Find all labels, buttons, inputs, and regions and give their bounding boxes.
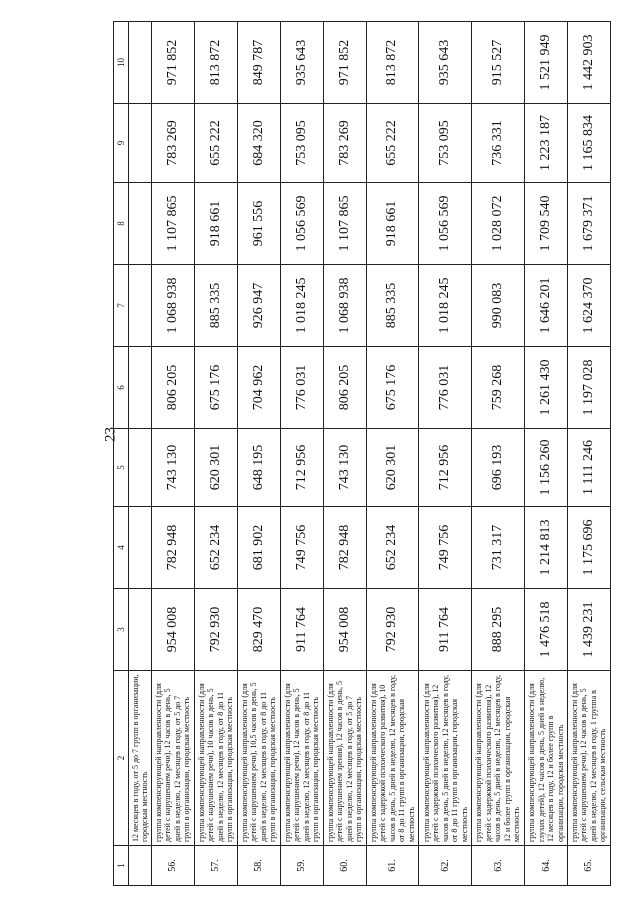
value-cell: 1 165 834 [567,104,610,183]
value-cell [129,265,152,347]
value-cell: 1 028 072 [472,183,525,265]
row-description: группа компенсирующей направленности (для детей с задержкой психического развития), 12 часов в день, 5 дней в неделю, 12 месяцев в году, 12 и более групп в организации, городская местность [472,671,525,846]
value-cell: 704 962 [237,347,280,429]
value-cell: 1 107 865 [323,183,366,265]
column-header: 5 [114,429,129,507]
table-row [366,22,419,886]
value-cell: 918 661 [366,183,419,265]
value-cell: 813 872 [194,22,237,104]
value-cell: 652 234 [366,507,419,589]
row-number: 61. [366,846,419,886]
table-row [525,22,568,886]
value-cell [129,22,152,104]
row-number: 59. [280,846,323,886]
value-cell: 675 176 [194,347,237,429]
value-cell: 918 661 [194,183,237,265]
tariff-table [113,21,611,886]
value-cell: 1 111 246 [567,429,610,507]
row-number: 60. [323,846,366,886]
table-row [129,22,152,886]
value-cell: 926 947 [237,265,280,347]
table-row [194,22,237,886]
row-description: группа компенсирующей направленности (для глухих детей), 12 часов в день, 5 дней в неделю, 12 месяцев в году, 12 и более групп в организации, городская местность [525,671,568,846]
rotated-sheet [113,22,611,886]
value-cell: 935 643 [419,22,472,104]
row-number: 63. [472,846,525,886]
value-cell: 1 624 370 [567,265,610,347]
value-cell: 1 018 245 [280,265,323,347]
value-cell: 1 068 938 [323,265,366,347]
row-number: 64. [525,846,568,886]
table-row [323,22,366,886]
value-cell: 759 268 [472,347,525,429]
row-number: 57. [194,846,237,886]
row-description: группа компенсирующей направленности (для детей с нарушением речи), 12 часов в день, 5 дней в неделю, 12 месяцев в году, от 8 до 11 групп в организации, городская местность [280,671,323,846]
value-cell: 1 068 938 [152,265,195,347]
value-cell: 620 301 [194,429,237,507]
value-cell: 648 195 [237,429,280,507]
value-cell: 1 197 028 [567,347,610,429]
value-cell: 911 764 [280,589,323,671]
value-cell: 911 764 [419,589,472,671]
table-row [419,22,472,886]
value-cell: 1 214 813 [525,507,568,589]
table-row [237,22,280,886]
value-cell: 783 269 [323,104,366,183]
table-row [280,22,323,886]
value-cell: 806 205 [152,347,195,429]
value-cell: 954 008 [323,589,366,671]
value-cell: 990 083 [472,265,525,347]
value-cell: 743 130 [323,429,366,507]
row-description: группа компенсирующей направленности (для детей с нарушением зрения), 12 часов в день, 5 дней в неделю, 12 месяцев в году, от 5 до 7 групп в организации, городская местность [323,671,366,846]
value-cell: 792 930 [366,589,419,671]
table-row [567,22,610,886]
row-description: группа компенсирующей направленности (для детей с нарушением речи), 12 часов в день, 5 дней в неделю, 12 месяцев в году, от 5 до 7 групп в организации, городская местность [152,671,195,846]
column-header: 8 [114,183,129,265]
value-cell: 1 679 371 [567,183,610,265]
value-cell: 885 335 [194,265,237,347]
column-header: 6 [114,347,129,429]
value-cell: 888 295 [472,589,525,671]
value-cell [129,507,152,589]
value-cell: 681 902 [237,507,280,589]
row-description: группа компенсирующей направленности (для детей с нарушением речи), 10,5 часов в день, 5 дней в неделю, 12 месяцев в году, от 8 до 11 групп в организации, городская местность [237,671,280,846]
value-cell: 783 269 [152,104,195,183]
table-row [152,22,195,886]
value-cell: 753 095 [280,104,323,183]
value-cell: 620 301 [366,429,419,507]
value-cell: 1 646 201 [525,265,568,347]
row-description: группа компенсирующей направленности (для детей с нарушением речи), 12 часов в день, 5 дней в неделю, 12 месяцев в году, 1 группа в организации, сельская местность [567,671,610,846]
page-number: 23 [102,427,119,442]
row-description: группа компенсирующей направленности (для детей с задержкой психического развития), 10 часов в день, 5 дней в неделю, 12 месяцев в году, от 8 до 11 групп в организации, городская местность [366,671,419,846]
value-cell: 1 442 903 [567,22,610,104]
header-row [114,22,129,886]
value-cell: 1 156 260 [525,429,568,507]
value-cell: 1 709 540 [525,183,568,265]
value-cell [129,429,152,507]
value-cell: 1 223 187 [525,104,568,183]
value-cell: 971 852 [152,22,195,104]
value-cell: 776 031 [419,347,472,429]
value-cell: 776 031 [280,347,323,429]
value-cell: 696 193 [472,429,525,507]
value-cell [129,183,152,265]
value-cell: 652 234 [194,507,237,589]
value-cell: 731 317 [472,507,525,589]
value-cell: 684 320 [237,104,280,183]
value-cell: 849 787 [237,22,280,104]
row-description: группа компенсирующей направленности (для детей с нарушением речи), 10 часов в день, 5 дней в неделю, 12 месяцев в году, от 8 до 11 групп в организации, городская местность [194,671,237,846]
column-header: 4 [114,507,129,589]
column-header: 9 [114,104,129,183]
value-cell: 1 439 231 [567,589,610,671]
column-header: 2 [114,671,129,846]
value-cell: 961 556 [237,183,280,265]
value-cell: 749 756 [419,507,472,589]
row-description: группа компенсирующей направленности (для детей с задержкой психического развития), 12 часов в день, 5 дней в неделю, 12 месяцев в году, от 8 до 11 групп в организации, городская местность [419,671,472,846]
value-cell: 743 130 [152,429,195,507]
value-cell: 1 056 569 [419,183,472,265]
value-cell [129,589,152,671]
value-cell: 1 261 430 [525,347,568,429]
value-cell: 655 222 [194,104,237,183]
value-cell: 655 222 [366,104,419,183]
value-cell: 885 335 [366,265,419,347]
value-cell: 753 095 [419,104,472,183]
row-number [129,846,152,886]
value-cell: 813 872 [366,22,419,104]
table-container [113,22,611,886]
row-number: 58. [237,846,280,886]
column-header: 1 [114,846,129,886]
row-number: 62. [419,846,472,886]
value-cell: 915 527 [472,22,525,104]
value-cell: 1 107 865 [152,183,195,265]
value-cell: 829 470 [237,589,280,671]
value-cell: 1 476 518 [525,589,568,671]
value-cell: 954 008 [152,589,195,671]
value-cell: 792 930 [194,589,237,671]
value-cell [129,104,152,183]
value-cell: 712 956 [280,429,323,507]
value-cell: 935 643 [280,22,323,104]
row-number: 65. [567,846,610,886]
table-row [472,22,525,886]
column-header: 7 [114,265,129,347]
value-cell: 1 175 696 [567,507,610,589]
column-header: 3 [114,589,129,671]
value-cell: 675 176 [366,347,419,429]
row-number: 56. [152,846,195,886]
value-cell: 1 056 569 [280,183,323,265]
value-cell: 782 948 [152,507,195,589]
value-cell: 1 018 245 [419,265,472,347]
value-cell: 736 331 [472,104,525,183]
value-cell: 806 205 [323,347,366,429]
row-description: 12 месяцев в году, от 5 до 7 групп в организации, городская местность [129,671,152,846]
value-cell: 1 521 949 [525,22,568,104]
value-cell: 749 756 [280,507,323,589]
value-cell: 971 852 [323,22,366,104]
column-header: 10 [114,22,129,104]
value-cell: 712 956 [419,429,472,507]
value-cell: 782 948 [323,507,366,589]
value-cell [129,347,152,429]
